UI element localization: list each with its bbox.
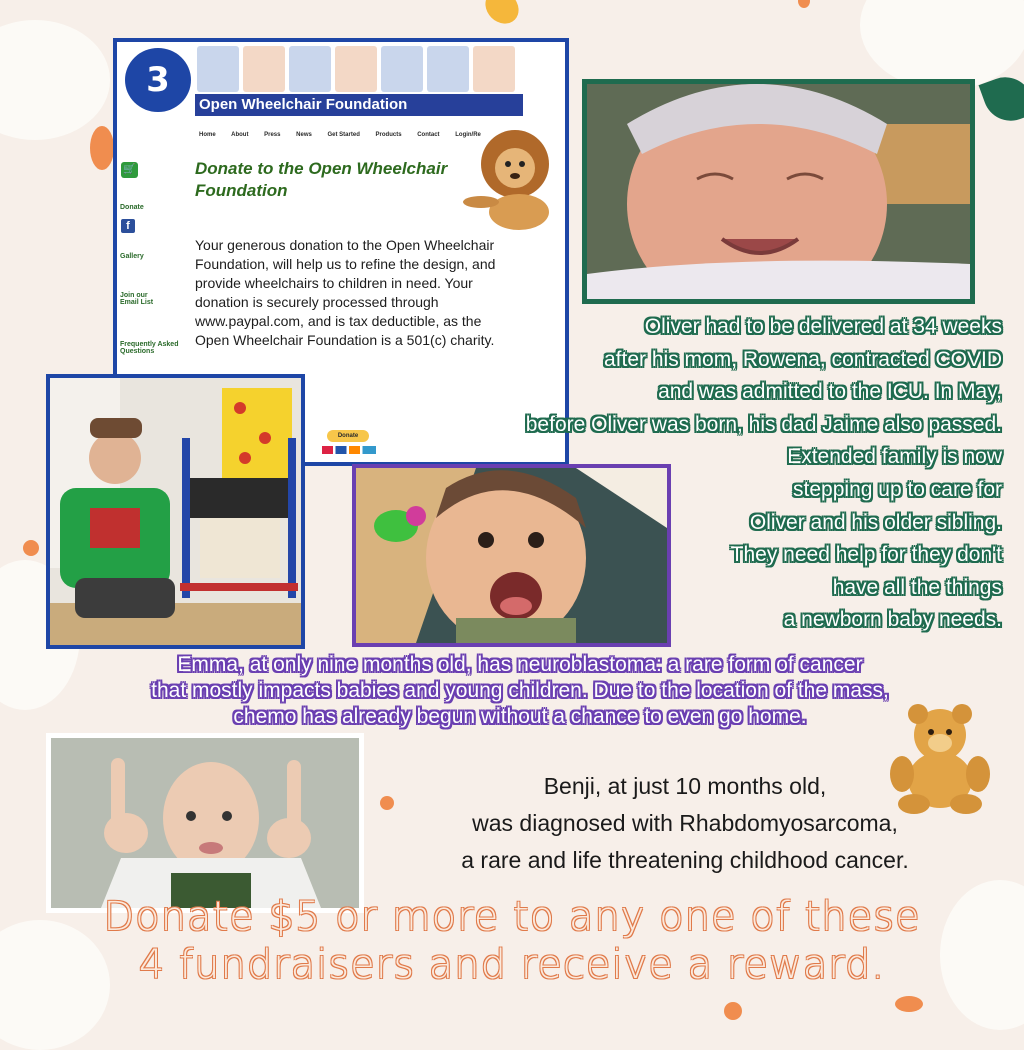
donate-description: Your generous donation to the Open Wheelchair Foundation, will help us to refine the design, and provide wheelchairs to children in need. Your donation is securely processed through www.paypal.com, and is tax deductible, as the Open Wheelchair Foundation is a 501(c) charity. [195, 237, 496, 348]
nav-item-news[interactable]: News [296, 132, 312, 138]
nav-item-press[interactable]: Press [264, 132, 281, 138]
nav-item-get-started[interactable]: Get Started [327, 132, 360, 138]
sidebar-item-gallery[interactable]: Gallery [120, 253, 144, 260]
donate-heading: Donate to the Open Wheelchair Foundation [195, 159, 448, 200]
benji-photo [46, 733, 364, 913]
wheelchair-thumbnail [381, 46, 423, 92]
benji-illustration [51, 738, 359, 908]
payment-cards-icon [322, 446, 376, 454]
emma-story: Emma, at only nine months old, has neuroblastoma: a rare form of cancer that mostly impacts babies and young children. Due to the location of the mass, chemo has already begun without a chance to even go home. [151, 653, 889, 728]
background-dot [23, 540, 39, 556]
facebook-icon[interactable]: f [121, 219, 135, 233]
emma-illustration [356, 468, 667, 643]
sidebar-item-donate[interactable]: Donate [120, 204, 144, 211]
sidebar-item-email-list[interactable]: Join our Email List [120, 292, 154, 306]
wheelchair-thumbnail [289, 46, 331, 92]
cart-icon[interactable]: 🛒 [121, 162, 138, 178]
boy-wheelchair-illustration [50, 378, 301, 645]
background-dot [895, 996, 923, 1012]
nav-item-contact[interactable]: Contact [417, 132, 440, 138]
nav-item-home[interactable]: Home [199, 132, 216, 138]
paypal-donate-button[interactable]: Donate [327, 430, 369, 442]
child-thumbnail [335, 46, 377, 92]
background-petal [0, 20, 110, 140]
oliver-story: Oliver had to be delivered at 34 weeks after his mom, Rowena, contracted COVID and was admitted to the ICU. In May, before Oliver was born, his dad Jaime also passed. Extended family is now stepping up to care for Oliver and his older sibling. They need help for they don't have all the things a newborn baby needs. [525, 315, 1002, 632]
benji-story: Benji, at just 10 months old, was diagnosed with Rhabdomyosarcoma, a rare and life threatening childhood cancer. [461, 773, 909, 873]
foundation-logo-icon: 3 [125, 48, 191, 112]
lion-plush-image [457, 124, 567, 234]
background-petal [860, 0, 1024, 90]
sidebar-item-faq[interactable]: Frequently Asked Questions [120, 341, 179, 355]
nav-item-login[interactable]: Login/Re [455, 132, 481, 138]
oliver-photo [582, 79, 975, 304]
boy-wheelchair-photo [46, 374, 305, 649]
background-dot [798, 0, 810, 8]
background-dot [479, 0, 526, 30]
emma-photo [352, 464, 671, 647]
background-dot [724, 1002, 742, 1020]
site-title-banner: Open Wheelchair Foundation [195, 94, 523, 116]
wheelchair-thumbnail [427, 46, 469, 92]
child-thumbnail [243, 46, 285, 92]
wheelchair-thumbnail [197, 46, 239, 92]
background-dot [90, 126, 114, 170]
call-to-action: Donate $5 or more to any one of these 4 fundraisers and receive a reward. [103, 894, 921, 988]
nav-item-about[interactable]: About [231, 132, 249, 138]
nav-item-products[interactable]: Products [375, 132, 402, 138]
child-thumbnail [473, 46, 515, 92]
newborn-photo-illustration [587, 84, 970, 299]
